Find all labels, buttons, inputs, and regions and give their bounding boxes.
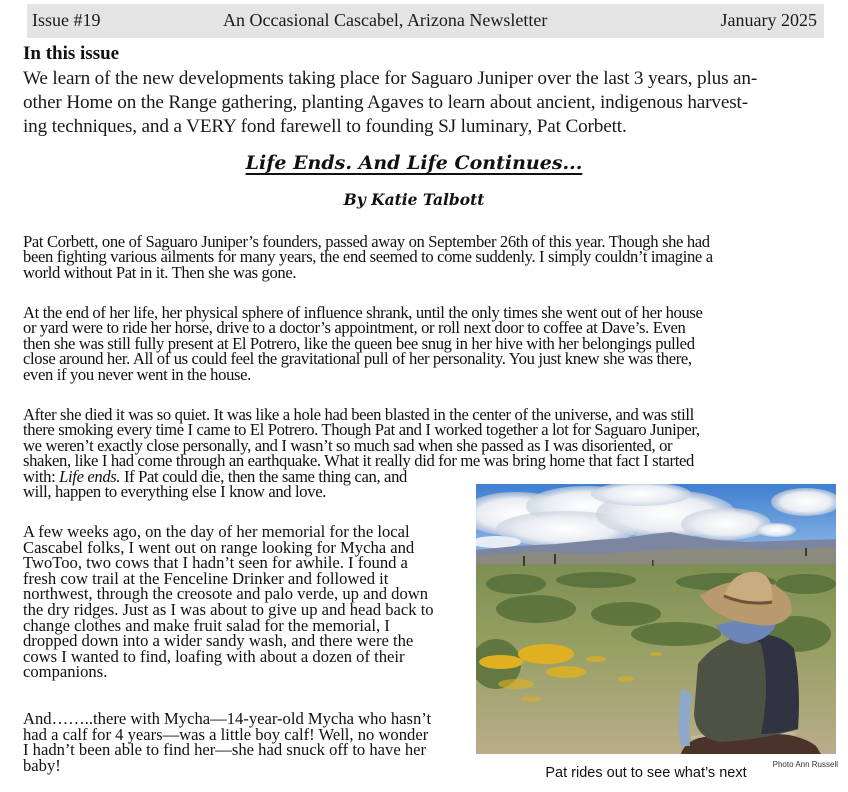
article-title: Life Ends. And Life Continues... bbox=[245, 152, 583, 174]
paragraph-line: dropped down into a wider sandy wash, and there were the bbox=[23, 631, 414, 651]
paragraph-line: shaken, like I had come through an earthquake. What it really did for me was bring home that fact I started bbox=[23, 451, 694, 471]
line-suffix: If Pat could die, then the same thing can, and bbox=[120, 466, 407, 486]
paragraph-line: even if you never went in the house. bbox=[23, 364, 251, 384]
paragraph-line: I hadn’t been able to find her—she had snuck off to have her bbox=[23, 740, 427, 760]
paragraph-line: northwest, through the creosote and palo verde, up and down bbox=[23, 584, 429, 604]
photo-credit: Photo Ann Russell bbox=[772, 760, 838, 769]
paragraph-line: baby! bbox=[23, 755, 61, 775]
paragraph-line: cows I wanted to find, loafing with about a dozen of their bbox=[23, 646, 405, 666]
paragraph-line: been fighting various ailments for many years, the end seemed to come suddenly. I simply couldn’t imagine a bbox=[23, 247, 713, 267]
paragraph-line: At the end of her life, her physical sphere of influence shrank, until the only times she went out of her house bbox=[23, 303, 703, 322]
paragraph-line: Pat Corbett, one of Saguaro Juniper’s founders, passed away on September 26th of this year. Though she had bbox=[23, 232, 710, 251]
paragraph-line: companions. bbox=[23, 662, 108, 682]
article-byline: By Katie Talbott bbox=[343, 190, 485, 209]
summary-line: We learn of the new developments taking place for Saguaro Juniper over the last 3 years, plus an- bbox=[23, 68, 758, 89]
issue-date: January 2025 bbox=[720, 10, 817, 30]
paragraph-line: had a calf for 4 years—was a little boy calf! Well, no wonder bbox=[23, 724, 429, 744]
paragraph-line: there smoking every time I came to El Potrero. Though Pat and I worked together a lot for Saguaro Juniper, bbox=[23, 420, 700, 440]
paragraph-line: fresh cow trail at the Fenceline Drinker and followed it bbox=[23, 568, 389, 588]
paragraph-line: will, happen to everything else I know and love. bbox=[23, 482, 327, 502]
issue-number: Issue #19 bbox=[32, 10, 101, 30]
paragraph-line: change clothes and make fruit salad for the memorial, I bbox=[23, 615, 390, 635]
paragraph-line: or yard were to ride her horse, drive to a doctor’s appointment, or roll next door to coffee at Dave’s. Even bbox=[23, 318, 686, 338]
paragraph-line: then she was still fully present at El Potrero, like the queen bee snug in her hive with her belongings pulled bbox=[23, 333, 695, 353]
line-prefix: with: bbox=[23, 466, 60, 486]
paragraph-line: TwoToo, two cows that I hadn’t seen for awhile. I found a bbox=[23, 553, 408, 573]
emphasis-life-ends: Life ends. bbox=[59, 466, 121, 486]
in-this-issue-heading: In this issue bbox=[23, 43, 120, 64]
newsletter-header bbox=[27, 4, 824, 38]
photo-caption: Pat rides out to see what’s next bbox=[545, 765, 747, 781]
paragraph-line: And……..there with Mycha—14-year-old Mycha who hasn’t bbox=[23, 709, 432, 728]
article-photo bbox=[476, 484, 836, 754]
paragraph-line: close around her. All of us could feel the gravitational pull of her personality. You just knew she was there, bbox=[23, 349, 692, 369]
newsletter-title: An Occasional Cascabel, Arizona Newsletter bbox=[223, 10, 548, 30]
paragraph-line: A few weeks ago, on the day of her memorial for the local bbox=[23, 522, 410, 541]
paragraph-line: the dry ridges. Just as I was about to give up and head back to bbox=[23, 599, 434, 619]
summary-line: ing techniques, and a VERY fond farewell to founding SJ luminary, Pat Corbett. bbox=[23, 116, 627, 137]
article-paragraph bbox=[23, 524, 434, 680]
summary-line: other Home on the Range gathering, planting Agaves to learn about ancient, indigenous harvest- bbox=[23, 92, 748, 113]
paragraph-line: we weren’t exactly close personally, and I wasn’t so much sad when she passed as I was disoriented, or bbox=[23, 435, 673, 455]
article-paragraph bbox=[23, 234, 713, 280]
article-paragraph bbox=[23, 305, 703, 382]
paragraph-line: After she died it was so quiet. It was like a hole had been blasted in the center of the universe, and was still bbox=[23, 405, 694, 424]
paragraph-line: world without Pat in it. Then she was gone. bbox=[23, 262, 297, 282]
paragraph-line: Cascabel folks, I went out on range looking for Mycha and bbox=[23, 537, 415, 557]
article-paragraph bbox=[23, 711, 431, 773]
in-this-issue-summary bbox=[23, 67, 823, 139]
